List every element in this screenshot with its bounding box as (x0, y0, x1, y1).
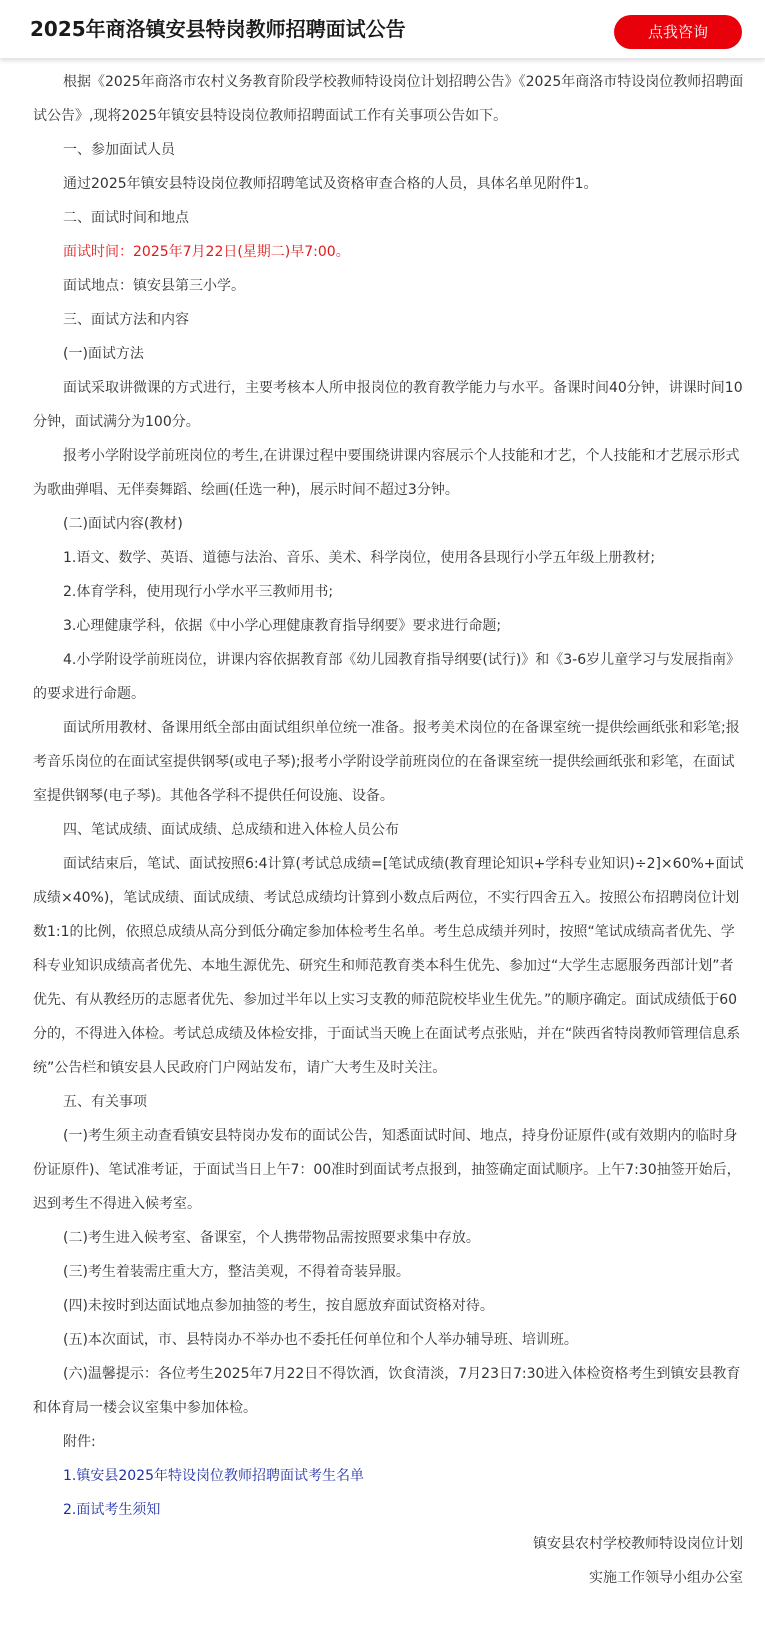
section-3-subheading-content: (二)面试内容(教材) (63, 516, 183, 532)
notice-item-2: (二)考生进入候考室、备课室，个人携带物品需按照要求集中存放。 (63, 1230, 480, 1246)
section-3-heading: 三、面试方法和内容 (63, 312, 189, 328)
section-4-paragraph: 面试结束后，笔试、面试按照6:4计算(考试总成绩=[笔试成绩(教育理论知识+学科专业知识)÷2]×60%+面试成绩×40%)，笔试成绩、面试成绩、考试总成绩均计算到小数点后两位，不实行四舍五入。按照公布招聘岗位计划数1:1的比例，依照总成绩从高分到低分确定参加体检考生名单。考生总成绩并列时，按照“笔试成绩高者优先、学科专业知识成绩高者优先、本地生源优先、研究生和师范教育类本科生优先、参加过“大学生志愿服务西部计划”者优先、有从教经历的志愿者优先、参加过半年以上实习支教的师范院校毕业生优先。”的顺序确定。面试成绩低于60分的，不得进入体检。考试总成绩及体检安排，于面试当天晚上在面试考点张贴，并在“陕西省特岗教师管理信息系统”公告栏和镇安县人民政府门户网站发布，请广大考生及时关注。 (33, 856, 744, 1076)
section-5-heading: 五、有关事项 (63, 1094, 147, 1110)
interview-place: 面试地点：镇安县第三小学。 (63, 278, 245, 294)
notice-item-5: (五)本次面试，市、县特岗办不举办也不委托任何单位和个人举办辅导班、培训班。 (63, 1332, 578, 1348)
signature-org-line-1: 镇安县农村学校教师特设岗位计划 (533, 1536, 743, 1552)
section-3-paragraph-1: 面试采取讲微课的方式进行，主要考核本人所申报岗位的教育教学能力与水平。备课时间40分钟，讲课时间10分钟，面试满分为100分。 (33, 380, 743, 430)
notice-item-6: (六)温馨提示：各位考生2025年7月22日不得饮酒，饮食清淡，7月23日7:30进入体检资格考生到镇安县教育和体育局一楼会议室集中参加体检。 (33, 1366, 741, 1416)
signature-org-line-2: 实施工作领导小组办公室 (589, 1570, 743, 1586)
content-item-4: 4.小学附设学前班岗位，讲课内容依据教育部《幼儿园教育指导纲要(试行)》和《3-6岁儿童学习与发展指南》的要求进行命题。 (33, 652, 741, 702)
attachment-link-candidate-list[interactable]: 1.镇安县2025年特设岗位教师招聘面试考生名单 (63, 1468, 364, 1484)
section-3-paragraph-2: 报考小学附设学前班岗位的考生,在讲课过程中要围绕讲课内容展示个人技能和才艺，个人技能和才艺展示形式为歌曲弹唱、无伴奏舞蹈、绘画(任选一种)，展示时间不超过3分钟。 (33, 448, 740, 498)
page-header (0, 0, 765, 59)
section-1-heading: 一、参加面试人员 (63, 142, 175, 158)
notice-item-3: (三)考生着装需庄重大方，整洁美观，不得着奇装异服。 (63, 1264, 410, 1280)
section-2-heading: 二、面试时间和地点 (63, 210, 189, 226)
notice-item-1: (一)考生须主动查看镇安县特岗办发布的面试公告，知悉面试时间、地点，持身份证原件(或有效期内的临时身份证原件)、笔试准考证，于面试当日上午7：00准时到面试考点报到，抽签确定面试顺序。上午7:30抽签开始后，迟到考生不得进入候考室。 (33, 1128, 741, 1212)
article-body (33, 65, 745, 1595)
page-title: 2025年商洛镇安县特岗教师招聘面试公告 (30, 17, 406, 41)
attachment-link-interview-notes[interactable]: 2.面试考生须知 (63, 1502, 161, 1518)
consult-button[interactable]: 点我咨询 (614, 15, 742, 49)
intro-paragraph: 根据《2025年商洛市农村义务教育阶段学校教师特设岗位计划招聘公告》《2025年商洛市特设岗位教师招聘面试公告》,现将2025年镇安县特设岗位教师招聘面试工作有关事项公告如下。 (33, 74, 744, 124)
section-1-paragraph: 通过2025年镇安县特设岗位教师招聘笔试及资格审查合格的人员，具体名单见附件1。 (63, 176, 598, 192)
section-3-paragraph-3: 面试所用教材、备课用纸全部由面试组织单位统一准备。报考美术岗位的在备课室统一提供绘画纸张和彩笔;报考音乐岗位的在面试室提供钢琴(或电子琴);报考小学附设学前班岗位的在备课室统一提供绘画纸张和彩笔，在面试室提供钢琴(电子琴)。其他各学科不提供任何设施、设备。 (33, 720, 740, 804)
attachments-label: 附件: (63, 1434, 96, 1450)
interview-time: 面试时间：2025年7月22日(星期二)早7:00。 (63, 244, 350, 260)
notice-item-4: (四)未按时到达面试地点参加抽签的考生，按自愿放弃面试资格对待。 (63, 1298, 494, 1314)
content-item-1: 1.语文、数学、英语、道德与法治、音乐、美术、科学岗位，使用各县现行小学五年级上册教材; (63, 550, 656, 566)
section-4-heading: 四、笔试成绩、面试成绩、总成绩和进入体检人员公布 (63, 822, 399, 838)
content-item-2: 2.体育学科，使用现行小学水平三教师用书; (63, 584, 334, 600)
section-3-subheading-method: (一)面试方法 (63, 346, 144, 362)
content-item-3: 3.心理健康学科，依据《中小学心理健康教育指导纲要》要求进行命题; (63, 618, 502, 634)
